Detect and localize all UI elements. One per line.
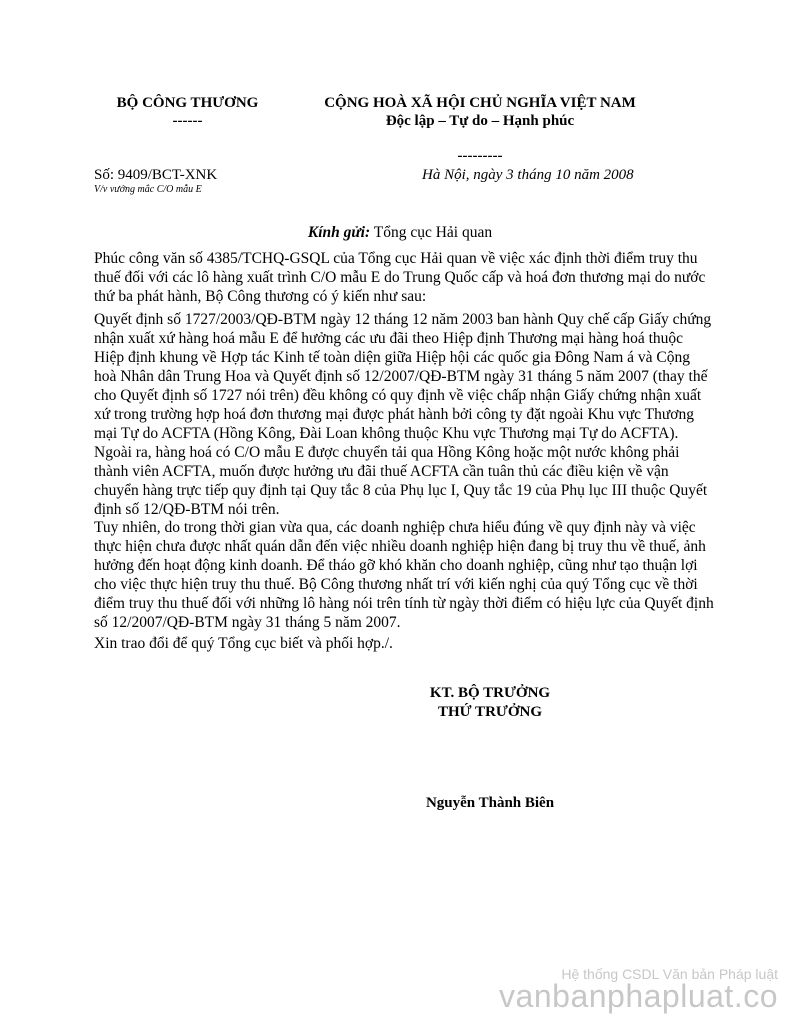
body-paragraph-3: Tuy nhiên, do trong thời gian vừa qua, các doanh nghiệp chưa hiểu đúng về quy định này và việc thực hiện chưa được nhất quán dẫn đến việc nhiều doanh nghiệp hiện đang bị truy thu về thuế, ảnh hưởng đến hoạt động kinh doanh. Để tháo gỡ khó khăn cho doanh nghiệp, cũng như tạo thuận lợi cho việc thực hiện truy thu thuế. Bộ Công thương nhất trí với kiến nghị của quý Tổng cục về thời điểm truy thu thuế đối với những lô hàng nói trên tính từ ngày thời điểm có hiệu lực của Quyết định số 12/2007/QĐ-BTM ngày 31 tháng 5 năm 2007. (94, 519, 714, 631)
document-number: Số: 9409/BCT-XNK (94, 167, 218, 183)
nation-name: CỘNG HOÀ XÃ HỘI CHỦ NGHĨA VIỆT NAM (324, 95, 636, 111)
body-paragraph-4: Xin trao đổi để quý Tổng cục biết và phối hợp./. (94, 635, 393, 652)
body-paragraph-1: Phúc công văn số 4385/TCHQ-GSQL của Tổng cục Hải quan về việc xác định thời điểm truy thu thuế đối với các lô hàng xuất trình C/O mẫu E do Trung Quốc cấp và hoá đơn thương mại do nước thứ ba phát hành, Bộ Công thương có ý kiến như sau: (94, 250, 706, 305)
ministry-rule: ------ (172, 113, 203, 129)
ministry-name: BỘ CÔNG THƯƠNG (116, 95, 259, 111)
recipient-label: Kính gửi: (307, 224, 371, 241)
motto-rule: --------- (457, 148, 503, 164)
signature-position: THỨ TRƯỞNG (437, 704, 543, 720)
signer-name: Nguyễn Thành Biên (425, 795, 555, 811)
watermark-caption: Hệ thống CSDL Văn bản Pháp luật (561, 966, 778, 982)
national-motto: Độc lập – Tự do – Hạnh phúc (385, 113, 575, 129)
watermark-site: vanbanphapluat.co (499, 978, 778, 1014)
recipient-name: Tổng cục Hải quan (370, 224, 493, 241)
document-subject: V/v vướng mắc C/O mẫu E (94, 184, 202, 195)
place-date: Hà Nội, ngày 3 tháng 10 năm 2008 (422, 167, 634, 183)
recipient-line (0, 224, 800, 242)
signature-title: KT. BỘ TRƯỞNG (429, 685, 551, 701)
body-paragraph-2: Quyết định số 1727/2003/QĐ-BTM ngày 12 tháng 12 năm 2003 ban hành Quy chế cấp Giấy chứng nhận xuất xứ hàng hoá mẫu E để hưởng các ưu đãi theo Hiệp định Thương mại hàng hoá thuộc Hiệp định khung về Hợp tác Kinh tế toàn diện giữa Hiệp hội các quốc gia Đông Nam á và Cộng hoà Nhân dân Trung Hoa và Quyết định số 12/2007/QĐ-BTM ngày 31 tháng 5 năm 2007 (thay thế cho Quyết định số 1727 nói trên) đều không có quy định về việc chấp nhận Giấy chứng nhận xuất xứ trong trường hợp hoá đơn thương mại được phát hành bởi công ty đặt ngoài Khu vực Thương mại Tự do ACFTA (Hồng Kông, Đài Loan không thuộc Khu vực Thương mại Tự do ACFTA). Ngoài ra, hàng hoá có C/O mẫu E được chuyển tải qua Hồng Kông hoặc một nước không phải thành viên ACFTA, muốn được hưởng ưu đãi thuế ACFTA cần tuân thủ các điều kiện về vận chuyển hàng trực tiếp quy định tại Quy tắc 8 của Phụ lục I, Quy tắc 19 của Phụ lục III thuộc Quyết định số 12/QĐ-BTM nói trên. (94, 311, 712, 518)
